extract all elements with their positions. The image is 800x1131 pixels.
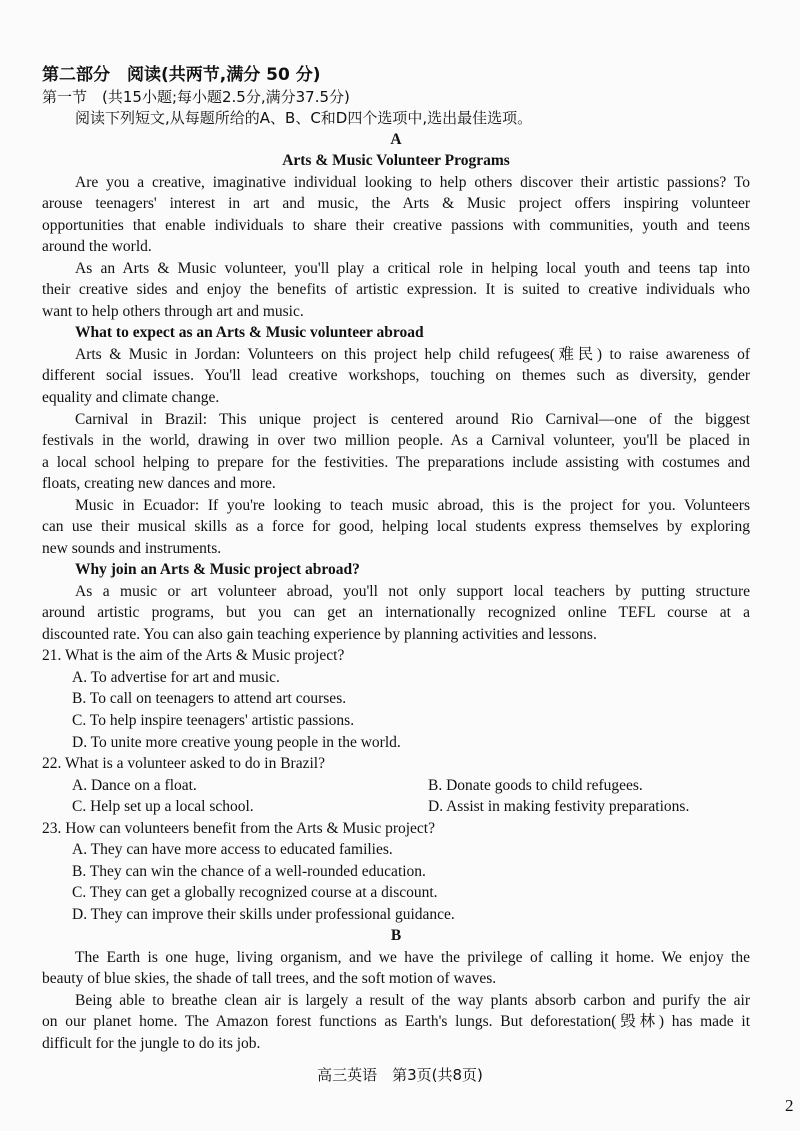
question-stem: 22. What is a volunteer asked to do in Brazil? <box>42 755 325 772</box>
answer-option: C. They can get a globally recognized course at a discount. <box>72 884 438 901</box>
paragraph-line: Music in Ecuador: If you're looking to teach music abroad, this is the project for you. Volunteers <box>75 497 750 514</box>
paragraph-line: want to help others through art and music. <box>42 303 304 320</box>
paragraph-line: As an Arts & Music volunteer, you'll play a critical role in helping local youth and teens tap into <box>75 260 750 277</box>
answer-option: B. They can win the chance of a well-rounded education. <box>72 863 426 880</box>
paragraph-line: beauty of blue skies, the shade of tall trees, and the soft motion of waves. <box>42 970 497 987</box>
paragraph-line: discounted rate. You can also gain teaching experience by planning activities and lessons. <box>42 626 597 643</box>
section-title: 第一节 (共15小题;每小题2.5分,满分37.5分) <box>42 88 350 106</box>
answer-option: B. To call on teenagers to attend art courses. <box>72 690 347 707</box>
subheading: What to expect as an Arts & Music volunteer abroad <box>75 324 424 341</box>
answer-option: C. To help inspire teenagers' artistic passions. <box>72 712 355 729</box>
corner-page-number: 2 <box>785 1096 794 1115</box>
paragraph-line: Are you a creative, imaginative individual looking to help others discover their artistic passions? To <box>75 174 750 191</box>
paragraph-line: equality and climate change. <box>42 389 220 406</box>
answer-option: C. Help set up a local school. <box>72 798 254 815</box>
answer-option: D. They can improve their skills under professional guidance. <box>72 906 455 923</box>
paragraph-line: Carnival in Brazil: This unique project is centered around Rio Carnival—one of the biggest <box>75 411 750 428</box>
paragraph-line: a local school helping to prepare for the festivities. The preparations include assisting with costumes and <box>42 454 750 471</box>
instruction: 阅读下列短文,从每题所给的A、B、C和D四个选项中,选出最佳选项。 <box>75 109 533 127</box>
paragraph-line: Being able to breathe clean air is largely a result of the way plants absorb carbon and purify the air <box>75 992 750 1009</box>
paragraph-line: their creative sides and enjoy the benefits of artistic expression. It is suited to creative individuals who <box>42 281 750 298</box>
paragraph-line: new sounds and instruments. <box>42 540 222 557</box>
answer-option: A. Dance on a float. <box>72 777 197 794</box>
subheading: Why join an Arts & Music project abroad? <box>75 561 360 578</box>
part-title: 第二部分 阅读(共两节,满分 50 分) <box>42 65 321 85</box>
paragraph-line: on our planet home. The Amazon forest functions as Earth's lungs. But deforestation(毁林) has made it <box>42 1013 750 1030</box>
paragraph-line: around the world. <box>42 238 152 255</box>
paragraph-line: difficult for the jungle to do its job. <box>42 1035 261 1052</box>
question-stem: 21. What is the aim of the Arts & Music project? <box>42 647 345 664</box>
paragraph-line: floats, creating new dances and more. <box>42 475 276 492</box>
paragraph-line: different social issues. You'll lead creative workshops, touching on themes such as diversity, gender <box>42 367 750 384</box>
paragraph-line: festivals in the world, drawing in over two million people. As a Carnival volunteer, you'll be placed in <box>42 432 750 449</box>
page-footer: 高三英语 第3页(共8页) <box>317 1066 483 1084</box>
passage-label: A <box>390 131 402 148</box>
paragraph-line: around artistic programs, but you can get an internationally recognized online TEFL course at a <box>42 604 750 621</box>
paragraph-line: The Earth is one huge, living organism, and we have the privilege of calling it home. We enjoy the <box>75 949 750 966</box>
answer-option: B. Donate goods to child refugees. <box>428 777 643 794</box>
paragraph-line: Arts & Music in Jordan: Volunteers on this project help child refugees(难民) to raise awareness of <box>75 346 750 363</box>
paragraph-line: As a music or art volunteer abroad, you'll not only support local teachers by putting structure <box>75 583 750 600</box>
answer-option: A. They can have more access to educated families. <box>72 841 393 858</box>
paragraph-line: opportunities that enable individuals to share their creative passions with communities, youth and teens <box>42 217 750 234</box>
answer-option: A. To advertise for art and music. <box>72 669 280 686</box>
question-stem: 23. How can volunteers benefit from the Arts & Music project? <box>42 820 435 837</box>
answer-option: D. To unite more creative young people in the world. <box>72 734 401 751</box>
paragraph-line: can use their musical skills as a force for good, helping local students express themselves by exploring <box>42 518 750 535</box>
passage-title: Arts & Music Volunteer Programs <box>282 152 510 169</box>
passage-label: B <box>390 927 402 944</box>
paragraph-line: arouse teenagers' interest in art and music, the Arts & Music project offers inspiring volunteer <box>42 195 750 212</box>
answer-option: D. Assist in making festivity preparations. <box>428 798 690 815</box>
